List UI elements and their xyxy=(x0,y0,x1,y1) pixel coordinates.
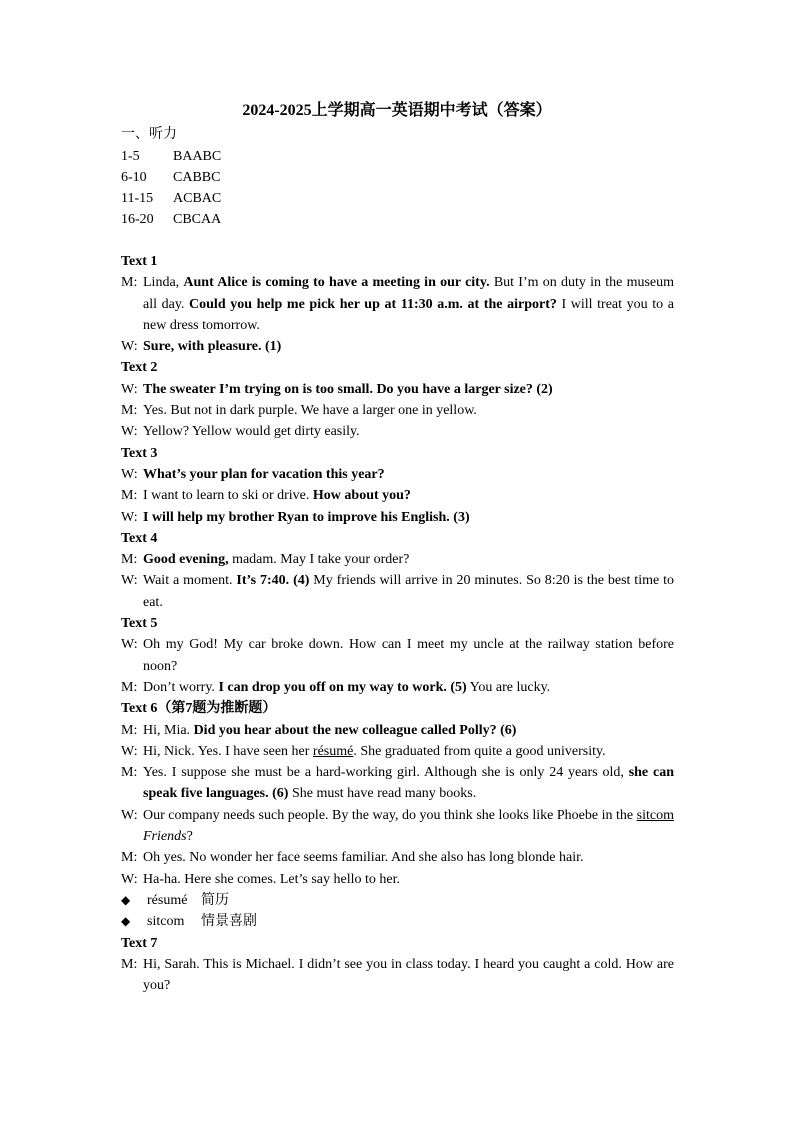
dialogue-line xyxy=(121,954,674,997)
dialogue-line xyxy=(121,570,674,613)
section-heading-listening: 一、听力 xyxy=(121,127,177,142)
key-sentence: It’s 7:40. (4) xyxy=(236,573,310,589)
speaker: W: xyxy=(121,637,138,653)
glossary-meaning: 简历 xyxy=(201,892,229,908)
answer-key xyxy=(121,146,221,230)
answer-range: 1-5 xyxy=(121,149,140,164)
text-heading: Text 5 xyxy=(121,616,158,632)
line-text: . She graduated from quite a good university. xyxy=(353,743,606,759)
line-text: Yes. I suppose she must be a hard-working girl. Although she is only 24 years old, xyxy=(143,765,629,781)
speaker: M: xyxy=(121,275,138,291)
glossary-word: résumé xyxy=(147,892,188,908)
text-heading: Text 3 xyxy=(121,445,158,461)
key-sentence: Did you hear about the new colleague called Polly? (6) xyxy=(193,722,517,738)
line-text: Our company needs such people. By the way, do you think she looks like Phoebe in the xyxy=(143,807,637,823)
glossed-word: sitcom xyxy=(636,807,674,823)
speaker: M: xyxy=(121,679,138,695)
dialogue-line xyxy=(121,400,674,421)
glossary-item xyxy=(121,890,674,911)
dialogue-line xyxy=(121,869,674,890)
line-text: Linda, xyxy=(143,275,184,291)
line-text: Ha-ha. Here she comes. Let’s say hello to her. xyxy=(143,871,400,887)
speaker: M: xyxy=(121,488,138,504)
line-text: I will treat you to a new dress tomorrow. xyxy=(143,296,674,333)
glossed-word: résumé xyxy=(312,743,354,759)
speaker: W: xyxy=(121,807,138,823)
dialogue-line xyxy=(121,677,674,698)
line-text: I want to learn to ski or drive. xyxy=(143,488,313,504)
answer-row xyxy=(121,167,221,188)
dialogue-line xyxy=(121,549,674,570)
text-heading: Text 7 xyxy=(121,935,158,951)
answer-row xyxy=(121,146,221,167)
transcript xyxy=(121,251,674,996)
answer-keys: CBCAA xyxy=(173,212,222,227)
speaker: M: xyxy=(121,403,138,419)
line-text: Yes. But not in dark purple. We have a larger one in yellow. xyxy=(143,403,477,419)
text-heading: Text 1 xyxy=(121,254,158,269)
key-sentence: What’s your plan for vacation this year? xyxy=(143,466,385,482)
dialogue-line xyxy=(121,507,674,528)
line-text: Oh yes. No wonder her face seems familiar. And she also has long blonde hair. xyxy=(143,850,584,866)
dialogue-line xyxy=(121,847,674,868)
key-sentence: I can drop you off on my way to work. (5) xyxy=(218,679,467,695)
answer-row xyxy=(121,188,221,209)
glossary-word: sitcom xyxy=(147,914,185,930)
line-text: Oh my God! My car broke down. How can I meet my uncle at the railway station before noon? xyxy=(143,637,674,674)
key-sentence: I will help my brother Ryan to improve his English. (3) xyxy=(143,509,470,525)
key-sentence: Could you help me pick her up at 11:30 a.m. at the airport? xyxy=(189,296,557,312)
key-sentence: Aunt Alice is coming to have a meeting in our city. xyxy=(183,275,490,291)
dialogue-line xyxy=(121,464,674,485)
line-text: Don’t worry. xyxy=(143,679,219,695)
dialogue-line xyxy=(121,421,674,442)
glossary-meaning: 情景喜剧 xyxy=(201,914,257,930)
line-text: Hi, Sarah. This is Michael. I didn’t see you in class today. I heard you caught a cold. How are you? xyxy=(143,956,674,994)
key-sentence: How about you? xyxy=(312,488,411,504)
line-text: But I’m on duty in the museum all day. xyxy=(143,275,675,312)
speaker: M: xyxy=(121,850,138,866)
dialogue-line xyxy=(121,634,674,677)
diamond-bullet-icon: ◆ xyxy=(121,892,131,907)
text-heading: Text 4 xyxy=(121,530,158,546)
dialogue-line xyxy=(121,741,674,762)
answer-row xyxy=(121,209,221,230)
dialogue-line xyxy=(121,272,674,336)
glossary-item xyxy=(121,911,674,932)
dialogue-line xyxy=(121,336,674,357)
speaker: M: xyxy=(121,722,138,738)
speaker: W: xyxy=(121,509,138,525)
key-sentence: The sweater I’m trying on is too small. Do you have a larger size? (2) xyxy=(143,381,553,397)
key-sentence: Good evening, xyxy=(143,552,229,568)
speaker: W: xyxy=(121,381,138,397)
text-heading: Text 6（第7题为推断题） xyxy=(121,701,277,717)
page-title: 2024-2025上学期高一英语期中考试（答案） xyxy=(242,102,552,119)
dialogue-line xyxy=(121,485,674,506)
diamond-bullet-icon: ◆ xyxy=(121,914,131,929)
dialogue-line xyxy=(121,805,674,848)
key-sentence: she can speak five languages. (6) xyxy=(143,765,674,802)
line-text: Hi, Nick. Yes. I have seen her xyxy=(143,743,313,759)
line-text: Wait a moment. xyxy=(143,573,237,589)
speaker: M: xyxy=(121,552,138,568)
speaker: W: xyxy=(121,871,138,887)
line-text: She must have read many books. xyxy=(288,786,477,802)
line-text: My friends will arrive in 20 minutes. So 8:20 is the best time to eat. xyxy=(143,573,674,610)
answer-keys: ACBAC xyxy=(173,191,222,206)
answer-range: 6-10 xyxy=(121,170,147,185)
speaker: W: xyxy=(121,424,138,440)
key-sentence: Sure, with pleasure. (1) xyxy=(143,339,282,355)
dialogue-line xyxy=(121,379,674,400)
answer-range: 16-20 xyxy=(121,212,154,227)
speaker: W: xyxy=(121,339,138,355)
answer-keys: BAABC xyxy=(173,149,222,164)
speaker: M: xyxy=(121,765,138,781)
line-text: madam. May I take your order? xyxy=(228,552,410,568)
speaker: M: xyxy=(121,956,138,972)
speaker: W: xyxy=(121,743,138,759)
speaker: W: xyxy=(121,466,138,482)
speaker: W: xyxy=(121,573,138,589)
answer-keys: CABBC xyxy=(173,170,221,185)
line-text: Yellow? Yellow would get dirty easily. xyxy=(143,424,360,440)
line-text: ? xyxy=(186,829,193,845)
dialogue-line xyxy=(121,720,674,741)
text-heading: Text 2 xyxy=(121,360,158,376)
answer-range: 11-15 xyxy=(121,191,154,206)
dialogue-line xyxy=(121,762,674,805)
line-text: Hi, Mia. xyxy=(143,722,194,738)
show-title: Friends xyxy=(143,829,187,845)
line-text: You are lucky. xyxy=(466,679,551,695)
